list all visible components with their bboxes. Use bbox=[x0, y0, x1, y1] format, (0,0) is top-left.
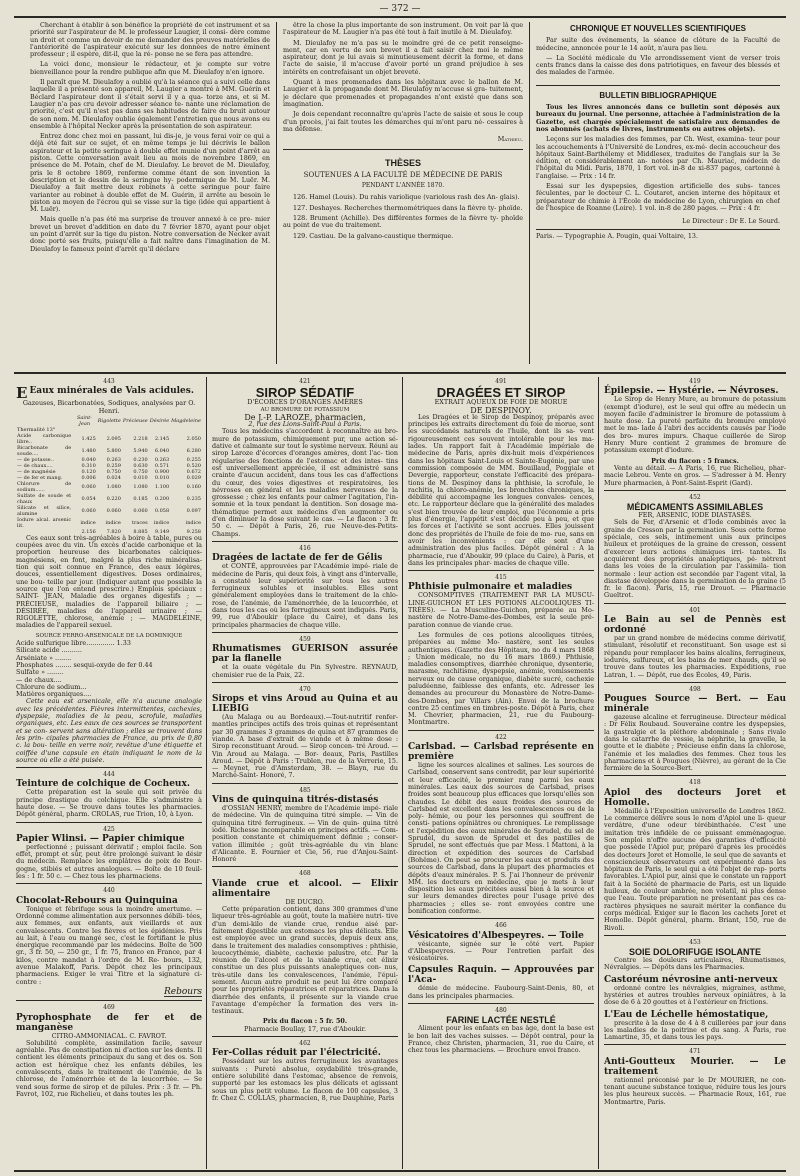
ad-text: Vente au détail. — A Paris, 16, rue Richelieu, phar- macie Lebrou. Vente en gros. — S'adresser à M. Henry Mure pharmacien, à Pont-Saint-Esprit (Gard). bbox=[604, 463, 786, 487]
article-column-1 bbox=[30, 22, 270, 364]
table-cell: Chlorure de sodium...... bbox=[17, 480, 72, 493]
article-column-2 bbox=[283, 22, 523, 364]
ad-epilepsie bbox=[604, 386, 786, 487]
table-cell: 0.200 bbox=[154, 495, 170, 502]
ad-text: Le Sirop de Henry Mure, au bromure de potassium (exempt d'iodure), est le seul qui offre au médecin un moyen facile d'administrer le bromure de potassium à haute dose. La pureté parfaite du bromure employé met le ma- lade à l'abri des accidents causés par l'iode des bro- mures impurs. Chaque cuillerée de Sirop Henry Mure contient 2 grammes de bromure de potassium exempt d'iodure. bbox=[604, 395, 786, 455]
ad-viande-crue bbox=[212, 879, 398, 1033]
ad-address: 2, rue des Lions-Saint-Paul à Paris. bbox=[248, 420, 362, 429]
ad-number: 485 bbox=[299, 786, 311, 794]
ad-subtitle: FER, ARSENIC, IODE DIASTASÉS. bbox=[638, 511, 752, 520]
ad-title: Castoréum névrosine anti-nerveux bbox=[604, 974, 778, 985]
ad-subtitle: D'ÉCORCES D'ORANGES AMÈRES bbox=[247, 398, 363, 407]
ad-rule bbox=[604, 682, 786, 683]
table-cell: 0.750 bbox=[133, 468, 148, 475]
bibliography-notice: Tous les livres annoncés dans ce bulletin sont déposés aux bureaux du journal. Une personne, attachée à l'administration de la Gazette, est chargée spécialement de satisfaire aux demandes de nos abonnés (achats de livres, instruments ou autres objets). bbox=[536, 103, 780, 133]
ad-number: 468 bbox=[299, 870, 311, 878]
ad-author: De J.-P. LAROZE, pharmacien, bbox=[244, 412, 366, 422]
ad-chocolat bbox=[16, 896, 202, 998]
ads-column-2 bbox=[212, 377, 398, 1169]
table-cell: 0.255 bbox=[186, 456, 201, 463]
ad-title: Phthisie pulmonaire et maladies bbox=[408, 582, 573, 593]
ad-pyrophosphate bbox=[16, 1013, 202, 1099]
article-paragraph: M. Dieulafoy ne m'a pas su le moindre gré de ce petit renseigne- ment, car en vertu de son brevet il a fait saisir chez moi le même aspirateur, dont je lui avais si minutieusement décrit la forme, et dans l'acte de saisie, il m'accuse d'avoir porté un grand préjudice à ses intérêts en contrefaisant un objet breveté. bbox=[283, 38, 523, 76]
ad-number: 444 bbox=[103, 771, 115, 779]
ad-title: Vins de quinquina titrés-distasés bbox=[212, 795, 379, 806]
table-header-cell: Rigolette bbox=[97, 417, 121, 424]
table-cell: 0.160 bbox=[186, 483, 201, 490]
ad-number: 466 bbox=[495, 922, 507, 930]
ad-anti-goutteux bbox=[604, 1057, 786, 1106]
ad-title: Chocolat-Rebours au Quinquina bbox=[16, 895, 178, 906]
table-row bbox=[16, 493, 202, 505]
ad-title: SOIE DOLORIFUGE ISOLANTE bbox=[628, 947, 761, 958]
printer-line: Paris. — Typographie A. Pougin, quai Voltaire, 13. bbox=[536, 231, 699, 240]
table-cell: 0.010 bbox=[133, 474, 148, 481]
ad-gelis bbox=[212, 553, 398, 629]
ads-column-4 bbox=[604, 377, 786, 1169]
table-cell: Acide carbonique libre.. bbox=[17, 432, 72, 445]
ad-text: Cette préparation est la seule qui soit privée du principe drastique du colchique. Elle s'administre à haute dose. — Se trouve dans toutes les pharmacies. Dépôt général, pharm. CROLAS, rue Trion, 10, à Lyon. bbox=[16, 788, 202, 819]
ad-text: Les Dragées et le Sirop de Despinoy, préparés avec principes les extraits directement du foie de morue, sont les succédanés naturels de l'huile, dont ils sa- vent rigoureusement ces souvent intolérable pour les ma- lades. Un rapport fait à l'Académie impériale de médecine de Paris, après dix-huit mois d'expériences dans les hôpitaux Saint-Louis et Sainte-Eugénie, par une commission composée de MM. Bouillaud, Poggiale et Devergie, rapporteur, constate l'efficacité des prépara- tions de M. Despinoy dans la phthisie, la scrofule, le rachitis, la chloro-anémie, les bronchites chroniques, la débilité qui accompagne les longues convales- cences, etc. Le rapporteur déclare que la généralité des malades s'est bien trouvée de leur emploi, que l'économie a pris plus d'énergie, l'appétit s'est décidé peu à peu, et que les forces et l'activité se sont accrues. Elles jouissent donc des propriétés de l'huile de foie de mo- rue, sans en avoir les inconvénients : car elle sont d'une administration des plus faciles. Dépôt général : A la pharmacie, rue d'Aboukir, 99 (place du Caire), à Paris, et dans les principales phar- macies de chaque ville. bbox=[408, 412, 594, 567]
ad-rule bbox=[212, 541, 398, 542]
ad-text: ordonné contre les névralgies, migraines, asthme, hystéries et autres troubles nerveux opiniâtres, à la dose de 6 à 20 gouttes et à l'extérieur en frictions. bbox=[604, 983, 786, 1007]
ad-number: 443 bbox=[103, 378, 115, 385]
ad-subtitle: AU BROMURE DE POTASSIUM bbox=[260, 406, 350, 413]
dominique-row: Sulfate » ........ bbox=[16, 668, 64, 677]
editor-line: Le Directeur : Dr E. Le Sourd. bbox=[682, 217, 780, 226]
thesis-item: 129. Castiau. De la galvano-caustique thermique. bbox=[293, 231, 454, 240]
table-cell: — de potasse.. bbox=[17, 456, 54, 463]
table-cell: — de magnésie bbox=[17, 468, 56, 475]
table-cell: 1.100 bbox=[154, 483, 170, 490]
table-cell: indice bbox=[80, 519, 96, 526]
table-cell: — de chaux.... bbox=[17, 462, 53, 469]
table-cell: 9.258 bbox=[186, 528, 201, 535]
table-cell: 5.800 bbox=[106, 447, 121, 454]
ad-albespeyres bbox=[408, 931, 594, 1000]
ad-text: Cette eau est arsenicale, elle n'a aucune analogie avec les précédentes. Fièvres intermittentes, cachexies, dyspepsie, maladies de la peau, scrofule, maladies organiques, etc. Les eaux de ces sources se transportent et se con- servent sans altération ; elles se trouvent dans les prin- cipales pharmacies de France, au prix de 0,80 c. la bou- teille en verre noir, revêtue d'une étiquette et coiffée d'une capsule en étain indiquant le nom de la source où elle a été puisée. bbox=[16, 697, 202, 764]
table-row bbox=[16, 505, 202, 517]
ad-text: démie de médecine. Faubourg-Saint-Denis, 80, et dans les principales pharmacies. bbox=[408, 984, 594, 1000]
ad-title: Papier Wlinsi. — Papier chimique bbox=[16, 833, 185, 844]
table-cell: 0.220 bbox=[106, 495, 121, 502]
table-cell: 0.024 bbox=[106, 474, 121, 481]
table-row bbox=[16, 445, 202, 457]
section-rule bbox=[283, 149, 523, 150]
ad-text: prescrite à la dose de 4 à 8 cuillerées par jour dans les maladies de la poitrine et du sang. A Paris, rue Lamartine, 35, et dans tous les pays. bbox=[604, 1018, 786, 1042]
bibliography-title: BULLETIN BIBLIOGRAPHIQUE bbox=[599, 90, 717, 100]
column-divider bbox=[529, 22, 530, 364]
ad-text: rationnel préconisé par le Dr MOURIER, ne con- tenant aucune substance toxique, réduire tous les jours les plus heureux succès. — Pharmacie Roux, 161, rue Montmartre, Paris. bbox=[604, 1075, 786, 1106]
ad-phthisie bbox=[408, 582, 594, 726]
table-cell: 0.571 bbox=[154, 462, 170, 469]
ad-rule bbox=[408, 1003, 594, 1004]
ad-subtitle: DE DUCRO. bbox=[285, 897, 325, 906]
ad-title: Teinture de colchique de Cocheux. bbox=[16, 779, 190, 790]
ad-rule bbox=[212, 632, 398, 633]
ad-vins-quinquina bbox=[212, 795, 398, 863]
table-cell: 0.259 bbox=[106, 462, 121, 469]
ad-title: Pougues Source — Bert. — Eau minérale bbox=[604, 694, 786, 715]
table-header-cell bbox=[16, 415, 72, 427]
column-divider bbox=[206, 377, 207, 1169]
table-cell: 0.006 bbox=[81, 474, 96, 481]
ads-column-1 bbox=[16, 377, 202, 1169]
ad-rule bbox=[212, 1036, 398, 1037]
bottom-rule bbox=[14, 1170, 786, 1172]
dominique-row: Chlorure de sodium... bbox=[16, 682, 87, 691]
dominique-row: Silicate acide .......... bbox=[16, 646, 82, 655]
table-cell: 0.263 bbox=[106, 456, 121, 463]
bibliography-entry: Leçons sur les maladies des femmes, par Ch. West, examina- teur pour les accouchements à l'Université de Londres, ex-mé- decin accoucheur des hôpitaux Saint-Barthélemy et Middlesex, traduites de l'anglais sur la 3e édition, et considérablement an- notées par Ch. Mauriac, médecin de l'hôpital du Midi. Paris, 1870, 1 fort vol. in-8 de xi-837 pages, cartonné à l'anglaise. — Prix : 14 fr. bbox=[536, 135, 780, 180]
ad-pougues bbox=[604, 694, 786, 772]
ad-pennes bbox=[604, 615, 786, 679]
rebours-signature: Rebours bbox=[164, 986, 202, 997]
table-cell: 1.425 bbox=[81, 435, 96, 442]
column-divider bbox=[276, 22, 277, 364]
ad-title: FARINE LACTÉE NESTLÉ bbox=[446, 1015, 556, 1026]
ad-number: 419 bbox=[689, 378, 701, 385]
ad-text: et la ouate végétale du Pin Sylvestre. REYNAUD, chemisier rue de la Paix, 22. bbox=[212, 663, 398, 679]
article-paragraph: Mais quelle n'a pas été ma surprise de trouver annexé à ce pre- mier brevet un brevet d'addition en date du 7 février 1870, ayant pour objet un point d'arrêt sur la tige du piston. Notre conversation de Necker avait donc porté ses fruits, puisqu'elle a fait naître dans l'imagination de M. Dieulafoy le fameux point d'arrêt qu'il déclare bbox=[30, 215, 270, 253]
ad-title: Dragées de lactate de fer de Gélis bbox=[212, 553, 383, 564]
ad-rule bbox=[408, 570, 594, 571]
ad-cocheux bbox=[16, 779, 202, 818]
table-cell: 8.885 bbox=[133, 528, 148, 535]
table-cell: 0.060 bbox=[81, 507, 96, 514]
table-cell: Sulfate de soude et chaux bbox=[17, 492, 72, 505]
article-paragraph: La voici donc, monsieur le rédacteur, et je compte sur votre bienveillance pour la rendre publique afin que M. Dieulafoy n'en ignore. bbox=[30, 60, 270, 76]
table-cell: 0.630 bbox=[133, 462, 148, 469]
ad-text: Ces eaux sont très-agréables à boire à table, pures ou coupées avec du vin. Un excès d'acide carbonique et la proportion heureuse des bicarbonates calciques-magnésiens, en font, malgré la plus riche minéralisa- tion qui soit connue en France, des eaux légères, douces, essentiellement digestives. Doses ordinaires, une bou- teille par jour. (Indiquer autant que possible la source que l'on entend prescrire.) Emplois spéciaux : SAINT- JEAN, Maladie des organes digestifs ; — PRÉCIEUSE, maladies de l'appareil biliaire ; — DÉSIRÉE, maladies de l'appareil urinaire ; — RIGOLETTE, chlorose, anémie ; — MAGDELEINE, maladies de l'appareil sexuel. bbox=[16, 533, 202, 630]
ad-number: 415 bbox=[495, 574, 507, 582]
ad-number: 418 bbox=[689, 779, 701, 787]
ad-rule bbox=[16, 767, 202, 768]
advertisement-rule bbox=[14, 372, 786, 374]
top-rule bbox=[14, 16, 786, 18]
table-header-cell: Saint-Jean bbox=[77, 414, 92, 427]
ad-text: ligne les sources alcalines et salines. Les sources de Carlsbad, conservent sans contredit, par leur supériorité et leur efficacité, le premier rang parmi les eaux minérales. Les eaux des sources de Carlsbad, prises froides sont beaucoup plus efficaces que lorsqu'elles son chaudes. Le débit des eaux froides des sources de Carlsbad est excellent dans les convalescences ou de la poly- hémie, ou pour les personnes qui souffrent de consti- pations opiniâtres ou chroniques. Le remplissage et l'expédition des eaux minérales de Sprudel, du sel de Sprudel, du savon de Sprudel et des pastilles de Sprudel, ne sont effectués que par Mess. l Mattoni, à la direction et expédition des sources de Carlsbad (Bohême). On peut se procurer les eaux et produits des sources de Carlsbad, dans la plupart des pharmacies et dépôts d'eaux minérales. P. S. J'ai l'honneur de prévenir MM. les docteurs en médecine, que je mets à leur disposition les eaux précitées aussi bien à la source et sur leurs demandes directes pour l'usage privé des pharmacies ; elles se- ront envoyées contre une bonification conforme. bbox=[408, 761, 594, 915]
ad-subtitle: Gazeuses, Bicarbonatées, Sodiques, analysées par O. Henri. bbox=[22, 399, 196, 415]
theses-year: PENDANT L'ANNÉE 1870. bbox=[361, 182, 445, 190]
ad-title: DRAGÉES ET SIROP bbox=[436, 385, 566, 401]
table-cell: 0.750 bbox=[106, 468, 121, 475]
table-cell: 0.060 bbox=[81, 483, 96, 490]
table-cell: 1.480 bbox=[81, 447, 96, 454]
ad-number: 440 bbox=[103, 887, 115, 895]
ad-text: Tous les médecins s'accordent à reconnaître au bro- mure de potassium, chimiquement pur, une action sé- dative et calmante sur tout le système nerveux. Réuni au sirop Laroze d'écorces d'oranges amères, dont l'ac- tion régularise des fonctions de l'estomac et des intes- tins est universellement appréciée, il est administré sans crainte d'aucun accident, dans tous les cas d'affections du cœur, des voies digestives et respiratoires, les névroses en général et les maladies nerveuses de la grossesse ; chez les enfants pour calmer l'agitation, l'in- somnie et la toux pendant la dentition. Son dosage ma- thématique permet aux médecins d'en augmenter ou d'en diminuer la dose suivant le cas. — Le flacon : 3 fr. 50 c. — Dépôt à Paris, 26, rue Neuve-des-Petits- Champs. bbox=[212, 427, 398, 538]
table-cell: indice bbox=[153, 519, 170, 526]
table-header-cell: Précieuse bbox=[122, 417, 148, 424]
ad-number: 469 bbox=[103, 1004, 115, 1012]
table-cell: 0.235 bbox=[186, 495, 201, 502]
ad-rule bbox=[408, 730, 594, 731]
ad-text: Contre les douleurs articulaires, Rhumatismes, Névralgies. — Dépôts dans les Pharmacies. bbox=[604, 956, 786, 972]
table-cell: 0.010 bbox=[154, 474, 170, 481]
table-header-cell: Magdeleine bbox=[171, 417, 201, 424]
column-divider bbox=[598, 377, 599, 1169]
theses-title: THÈSES bbox=[384, 158, 421, 169]
ad-number: 470 bbox=[299, 685, 311, 693]
ad-soie-dolorifuge bbox=[604, 947, 786, 1041]
ad-subtitle: CONSOMPTIVES (TRAITEMENT PAR LA MUSCU- LINE-GUICHON ET LES POTIONS ALCOOLIQUES TI- TRÉES). — La Musculine-Guichon, préparée au Mo- nastère de Notre-Dame-des-Dombes, est la seule pré- paration connue de viande crue. bbox=[408, 591, 594, 629]
ad-vals: E Eaux minérales de Vals acidules. Gazeuses, Bicarbonatées, Sodiques, analysées par O. Henri. Saint-Jean Rigolette Précieuse Désirée Magdeleine Thermalité 13° Acide carbonique libre.. 1.425 2.095 2.218 2.145 2.050 Bicarbonate de soude.... 1.480 5.800 5.940 6.040 6.280 — de potasse.. 0.040 0.263 0.230 0.263 0.255 — de chaux.... 0.310 0.259 0.630 0.571 0.520 — de magnésie 0.120 0.750 0.750 0.900 0.672 — de fer et mang. 0.006 0.024 0.010 0.010 0.029 Chlorure de sodium...... 0.060 1.080 1.080 1.100 0.160 Sulfate de soude et chaux 0.054 0.220 0.185 0.200 0.235 Silicate et silice, alumine 0.060 0.060 0.060 0.058 0.097 Iodure alcal. arsenic lit. indice indice traces indice indice 2.156 7.820 8.885 9.149 9.258 Ces eaux sont très-agréables à boire à table, pures ou coupées avec du vin. Un excès d'acide carbonique et la proportion heureuse des bicarbonates calciques-magnésiens, en font, malgré la plus riche minéralisa- tion qui soit connue en France, des eaux légères, douces, essentiellement digestives. Doses ordinaires, une bou- teille par jour. (Indiquer autant que possible la source que l'on entend prescrire.) Emplois spéciaux : SAINT- JEAN, Maladie des organes digestifs ; — PRÉCIEUSE, maladies de l'appareil biliaire ; — DÉSIRÉE, maladies de l'appareil urinaire ; — RIGOLETTE, chlorose, anémie ; — MAGDELEINE, maladies de l'appareil sexuel. SOURCE FERRO-ARSENICALE DE LA DOMINIQUE Acide sulfurique libre.............. 1.33 Silicate acide .......... Arséniate » ........ Phosphates ........ sesqui-oxyde de fer 0.44 Sulfate » ........ — de chaux.... Chlorure de sodium... Matières organiques.... Cette eau est arsenicale, elle n'a aucune analogie avec les précédentes. Fièvres intermittentes, cachexies, dyspepsie, maladies de la peau, scrofule, maladies organiques, etc. Les eaux de ces sources se transportent et se con- servent sans altération ; elles se trouvent dans les prin- cipales pharmacies de France, au prix de 0,80 c. la bou- teille en verre noir, revêtue d'une étiquette et coiffée d'une capsule en étain indiquant le nom de la source où elle a été puisée. bbox=[16, 384, 202, 764]
chronique-paragraph: — La Société médicale du VIe arrondissement vient de verser trois cents francs dans la caisse des dons patriotiques, en faveur des blessés et des malades de l'armée. bbox=[536, 53, 780, 77]
ad-title: Viande crue et alcool. — Elixir alimentaire bbox=[212, 878, 398, 899]
ad-number: 498 bbox=[689, 685, 701, 693]
ad-text: Solubilité complète, assimilation facile, saveur agréable. Pas de constipation ni d'action sur les dents. Il contient les éléments principaux du sang et des os. Son action est héroïque chez les enfants débiles, les convalescents, dans le traitement de l'anémie, de la chlorose, de l'aménorrhée et de la leucorrhée. — Se vend sous forme de sirop et de pilules. Prix : 3 fr. — Ph. Favrot, 102, rue Richelieu, et dans toutes les ph. bbox=[16, 1038, 202, 1098]
table-cell: 5.940 bbox=[133, 447, 148, 454]
ad-number: 425 bbox=[103, 825, 115, 833]
theses-subtitle: SOUTENUES A LA FACULTÉ DE MÉDECINE DE PARIS bbox=[303, 170, 503, 179]
ad-apiol bbox=[604, 788, 786, 932]
dominique-row: Phosphates ........ sesqui-oxyde de fer 0.44 bbox=[16, 660, 153, 669]
ad-rule bbox=[16, 1000, 202, 1001]
table-cell: 6.280 bbox=[186, 447, 201, 454]
ad-rule bbox=[604, 490, 786, 491]
table-cell: Bicarbonate de soude.... bbox=[17, 444, 72, 457]
ad-title: Eaux minérales de Vals acidules. bbox=[29, 386, 194, 397]
ad-text: Sels de Fer, d'Arsenic et d'Iode combinés avec la graine de Cresson par la germination. Sous cette forme spéciale, ces sels, intimement unis aux principes huileux et protéiques de la graine de cresson, cessent d'exercer leurs actions chimiques irri- tantes. Ils acquièrent des propriétés analeptiques, pé- nètrent dans les voies de la circulation par l'assimila- tion normale : leur action est secondée par l'agent vital, la diastase développée dans la germination de la graine (5 fr. le flacon). Paris, 15, rue Drouot. — Pharmacie Gueltrot. bbox=[604, 518, 786, 600]
dominique-row: Arséniate » ........ bbox=[16, 653, 72, 662]
dominique-row: Matières organiques.... bbox=[16, 690, 92, 699]
table-cell: 2.050 bbox=[186, 435, 201, 442]
article-paragraph: Entrez donc chez moi en passant, lui dis-je, je vous ferai voir ce qui a déjà été fait sur ce sujet, et en même temps je lui décrivis le ballon aspirateur et la petite seringue à double effet munie d'un point d'arrêt au piston. Cette conversation avait lieu au mois de novembre 1869, en présence de M. Potain, chef de M. Dieulafoy. Le brevet de M. Dieulafoy, pris le 8 octobre 1869, renferme comme étant de son invention la description et le dessin de la seringue hy- podermique de M. Luër. M. Dieulafoy a fait mettre deux robinets à cette seringue pour faire varianter au robinet à double effet de M. Guérin, il arrête au besoin le piston au moyen de l'écrou qui se visse sur la tige (idée qui appartient à M. Luër). bbox=[30, 132, 270, 214]
table-row bbox=[16, 517, 202, 529]
table-row bbox=[16, 433, 202, 445]
ad-number: 422 bbox=[495, 733, 507, 741]
table-cell: 9.149 bbox=[154, 528, 170, 535]
analysis-table bbox=[16, 415, 202, 535]
ad-number: 416 bbox=[299, 544, 311, 552]
ad-number: 462 bbox=[299, 1040, 311, 1048]
table-cell: 2.218 bbox=[133, 435, 148, 442]
ad-title: Apiol des docteurs Joret et Homolle. bbox=[604, 787, 786, 808]
ad-title: Épilepsie. — Hystérie. — Névroses. bbox=[604, 386, 779, 397]
ad-title: Capsules Raquin. — Approuvées par l'Aca- bbox=[408, 965, 594, 986]
ad-nestle bbox=[408, 1015, 594, 1054]
table-cell: indice bbox=[105, 519, 121, 526]
ad-title: Le Bain au sel de Pennès est ordonné bbox=[604, 615, 786, 636]
ad-subtitle: DE DESPINOY. bbox=[470, 405, 532, 415]
table-cell: 0.120 bbox=[81, 468, 96, 475]
table-cell: 0.520 bbox=[186, 462, 201, 469]
ad-text: (Au Malaga ou au Bordeaux).—Tout-nutritif renfer- mantles principes actifs des trois quinas et représentant par 30 grammes 3 grammes de quina et 87 grammes de viande. A base d'extrait de viande et à même dose : Sirop reconstituant Aroud. — Sirop concen- tré Aroud. — Vin Aroud au Malaga. — Bor- deaux, Paris, Pastilles Aroud. — Dépôt à Paris : Trublen, rue de la Verrerie, 15. — Meynet, rue d'Amsterdam, 38. — Blayn, rue du Marché-Saint- Honoré, 7. bbox=[212, 713, 398, 780]
ad-text: d'OSSIAN HENRY, membre de l'Académie impé- riale de médecine. Vin de quinquina titré simple. — Vin de quinquina titré ferrugineux. — Vin de quin- quina titré iodé. Richesse incomparable en principes actifs. — Com- position constante et chimiquement définie ; conser- vation illimitée ; goût très-agréable du vin blanc d'Alicante. E. Fournier et Cie, 56, rue d'Anjou-Saint-Honoré bbox=[212, 804, 398, 864]
ad-title: L'Eau de Léchelle hémostatique, bbox=[604, 1009, 769, 1020]
ad-subtitle: EXTRAIT AQUEUX DE FOIE DE MORUE bbox=[434, 398, 568, 407]
table-cell: 1.080 bbox=[133, 483, 148, 490]
ad-title: SIROP SÉDATIF bbox=[255, 385, 355, 401]
ad-sirops-aroud bbox=[212, 694, 398, 780]
ad-price: Prix du flacon : 5 francs. bbox=[651, 456, 739, 465]
ad-text: et CONTÉ, approuvées par l'Académie impé- riale de médecine de Paris, qui deux fois, à vingt ans d'intervalle, a constaté leur supériorité sur tous les autres ferrugineux solubles et insolubles. Elles sont généralement employées dans le traitement de la chlo- rose, de l'anémie, de l'aménorrhée, de la leucorrhée, et dans tous les cas où les ferrugineux sont indiqués. Paris, 99, rue d'Aboukir (place du Caire), et dans les principales pharmacies de chaque ville. bbox=[212, 562, 398, 629]
table-cell: 0.900 bbox=[154, 468, 170, 475]
table-cell: 0.040 bbox=[81, 456, 96, 463]
ad-address: Pharmacie Boullay, 17, rue d'Aboukir. bbox=[244, 1024, 366, 1033]
chronique-title: CHRONIQUE ET NOUVELLES SCIENTIFIQUES bbox=[569, 24, 746, 33]
ad-number: 421 bbox=[299, 378, 311, 385]
article-paragraph: Quant à mes promenades dans les hôpitaux avec le ballon de M. Laugier et à la propagande dont M. Dieulafoy m'accuse si gra- tuitement, je déclare que promenades et propagandes n'ont existé que dans son imagination. bbox=[283, 78, 523, 108]
ad-number: 459 bbox=[299, 635, 311, 643]
section-rule bbox=[536, 85, 780, 86]
chronique-paragraph: Par suite des événements, la séance de clôture de la Faculté de médecine, annoncée pour le 14 août, n'aura pas lieu. bbox=[536, 36, 780, 52]
ad-rule bbox=[604, 775, 786, 776]
ad-text: Aliment pour les enfants en bas âge, dont la base est le bon lait des vaches suisses. — Dépôt central, pour la France, chez Christen, pharmacien, 31, rue du Caire, et chez tous les pharmaciens. — Brochure envoi franco. bbox=[408, 1024, 594, 1055]
ad-rule bbox=[604, 1044, 786, 1045]
article-paragraph: être la chose la plus importante de son instrument. On voit par là que l'aspirateur de M. Laugier n'a pas été tout à fait inutile à M. Dieulafoy. bbox=[283, 22, 523, 37]
ad-price: Prix du flacon : 5 fr. 50. bbox=[262, 1017, 348, 1026]
table-cell: 1.080 bbox=[106, 483, 121, 490]
ad-rule bbox=[16, 883, 202, 884]
table-row bbox=[16, 481, 202, 493]
table-cell: Thermalité 13° bbox=[17, 426, 56, 433]
table-cell: 0.060 bbox=[133, 507, 148, 514]
ad-title: MÉDICAMENTS ASSIMILABLES bbox=[626, 502, 764, 513]
ad-rule bbox=[212, 866, 398, 867]
table-cell: 0.230 bbox=[133, 456, 148, 463]
ad-despinoy bbox=[408, 386, 594, 567]
ad-number: 480 bbox=[495, 1007, 507, 1015]
ad-rule bbox=[212, 783, 398, 784]
column-divider bbox=[402, 377, 403, 1169]
ad-rule bbox=[16, 822, 202, 823]
table-cell: Silicate et silice, alumine bbox=[17, 504, 72, 517]
ad-wlinsi bbox=[16, 834, 202, 880]
article-paragraph: Je dois cependant reconnaître qu'après l'acte de saisie et sous le coup d'un procès, j'ai fait toutes les démarches qui m'ont paru né- cessaires à ma défense. bbox=[283, 110, 523, 133]
ad-rule bbox=[604, 603, 786, 604]
ad-number: 491 bbox=[495, 378, 507, 385]
chronique-column bbox=[536, 22, 780, 364]
article-signature: Mathieu. bbox=[497, 135, 523, 144]
ad-title: Pyrophosphate de fer et de manganèse bbox=[16, 1012, 202, 1033]
table-cell: 0.029 bbox=[186, 474, 201, 481]
ad-text: Les formules de ces potions alcooliques titrées, préparées au même Mo- nastère, sont les seules authentiques. (Gazette des Hôpitaux, no du 4 mars 1868 ; Union médicale, no du 16 mars 1869.) Phthisie, maladies consomptives, diarrhée chronique, dysenterie, marasme, rachitisme, dyspepsie, anémie, vomissements nerveux ou de cause organique, diabète sucré, cachexie paludéenne, faiblesse des enfants, etc. Adresser les demandes au procureur du Monastère de Notre-Dame-des-Dombes, par Villars (Ain). Envoi de la brochure contre 25 centimes en timbres-poste. Dépôt à Paris, chez M. Chevrier, pharmacien, 21, rue du Faubourg-Montmartre. bbox=[408, 630, 594, 727]
ad-text: perfectionné ; puissant dérivatif ; emploi facile. Son effet, prompt et sûr, peut être prolongé suivant le désir du médecin. Remplace les emplâtres de poix de Bour- gogne, stibiés et autres analogues. — Boîte de 10 feuil- les : 1 fr. 50 c. — Chez tous les pharmaciens. bbox=[16, 842, 202, 881]
page-number: — 372 — bbox=[379, 4, 421, 14]
table-cell: Iodure alcal. arsenic lit. bbox=[17, 516, 72, 529]
table-cell: — de fer et mang. bbox=[17, 474, 63, 481]
ad-title: Sirops et vins Aroud au Quina et au LIEBIG bbox=[212, 694, 398, 715]
table-cell: 2.145 bbox=[154, 435, 170, 442]
article-paragraph: Cherchant à établir à son bénéfice la propriété de cet instrument et sa priorité sur l'aspirateur de M. le professeur Laugier, il consi- dère comme un droit et comme un devoir de me demander des preuves matérielles de l'antériorité de l'aspirateur exécuté sur les données de notre éminent professeur ; il espère, dit-il, que la ré- ponse ne se fera pas attendre. bbox=[30, 22, 270, 59]
ad-text: gazeuse alcaline et ferrugineuse. Directeur médical : Dr Félix Roubaud. Souveraine contre les dyspepsies, la gastralgie et la pléthore abdominale ; Sans rivale dans le catarrhe de vessie, la néphrite, la gravelle, la goutte et le diabète ; Précieuse enfin dans la chlorose, l'anémie et les maladies des femmes. Chez tous les pharmaciens et à Pougues (Nièvre), au gérant de la Cie fermière de la Source-Bert. bbox=[604, 713, 786, 773]
section-rule bbox=[536, 229, 780, 230]
ad-title: Rhumatismes GUERISON assurée par la flanelle bbox=[212, 644, 398, 665]
table-cell: 2.156 bbox=[81, 528, 96, 535]
dominique-row: Acide sulfurique libre.............. 1.33 bbox=[16, 639, 131, 648]
table-cell: 7.820 bbox=[106, 528, 121, 535]
ad-title: Anti-Goutteux Mourier. — Le traitement bbox=[604, 1056, 786, 1077]
ads-column-3 bbox=[408, 377, 594, 1169]
ad-rhumatismes bbox=[212, 644, 398, 679]
table-header-cell: Désirée bbox=[149, 417, 170, 424]
table-cell: 0.060 bbox=[106, 507, 121, 514]
ad-number: 401 bbox=[689, 606, 701, 614]
ad-sirop-sedatif bbox=[212, 386, 398, 538]
ad-rule bbox=[604, 935, 786, 936]
ad-text: Médaillé à l'Exposition universelle de Londres 1862. Le commerce délivre sous le nom d'Apiol une li- queur verdâtre, d'une odeur térébinthacée. C'est une imitation très infidèle de ce puissant emménagogue. Son emploi n'offre aucune des garanties d'efficacité que possède l'Apiol pur, préparé d'après les procédés des docteurs Joret et Homolle, le seul que de savants et consciencieux observateurs ont expérimenté dans les hôpitaux de Paris, le seul qui a été l'objet de rap- ports favorables. L'Apiol pur, ainsi que le constate un rapport fait à la Société de pharmacie de Paris, est un liquide huileux, de couleur ambrée, non volatil, ni plus dense que l'eau. Toute préparation ne présentant pas ces ca- ractères physiques ne saurait mériter la confiance du corps médical. Exiger sur le flacon les cachets Joret et Homolle. Dépôt général, pharm. Briant, 150, rue de Rivoli. bbox=[604, 806, 786, 932]
ad-title: Carlsbad. — Carlsbad représente en première bbox=[408, 742, 594, 763]
table-cell: 0.054 bbox=[81, 495, 96, 502]
ad-subtitle: SOURCE FERRO-ARSENICALE DE LA DOMINIQUE bbox=[35, 632, 183, 639]
ad-number: 471 bbox=[689, 1048, 701, 1056]
table-cell: 0.058 bbox=[154, 507, 170, 514]
ad-text: Tonique et fébrifuge sous la moindre amertume. — Ordonné comme alimentation aux personnes débili- tées, aux femmes, aux enfants, aux vieillards et aux convalescents. Contre les fièvres et les épidémies. Pris au lait, à l'eau ou mangé sec, c'est le fortifiant le plus énergique recommandé par les médecins. Boîte de 500 gr., 3 fr. 50, — 250 gr., 1 fr. 75, franco en France, par 4 kilos, contre mandat à l'ordre de M. Re- bours, 132, avenue Malakoff, Paris. Dépôt chez les principaux pharmaciens. Exiger le vrai Titre et la signature ci-contre : bbox=[16, 904, 202, 986]
table-cell: 0.097 bbox=[186, 507, 201, 514]
table-cell: 2.095 bbox=[106, 435, 121, 442]
ad-fer-collas bbox=[212, 1048, 398, 1102]
dominique-table bbox=[16, 640, 202, 698]
ad-rule bbox=[408, 918, 594, 919]
table-header-row bbox=[16, 415, 202, 427]
ad-carlsbad bbox=[408, 742, 594, 915]
ad-text: vésicante, signée sur le côté vert. Papier d'Albespeyres. — Pour l'entretien parfait des vésicatoires. bbox=[408, 939, 594, 963]
thesis-item: 128. Brument (Achille). Des différentes formes de la fièvre ty- phoïde au point de vue du traitement. bbox=[283, 213, 523, 230]
ad-number: 453 bbox=[689, 938, 701, 946]
table-cell: 0.185 bbox=[133, 495, 148, 502]
ad-title: Vésicatoires d'Albespeyres. — Toile bbox=[408, 930, 584, 941]
ad-text: Possédant sur les autres ferrugineux les avantages suivants : Pureté absolue, oxydabilité très-grande, entière solubilité dans l'estomac, absence de renvois, supporté par les estomacs les plus délicats et agissant sous un plus petit volume. Le flacon de 100 capsules, 3 fr. Chez C. COLLAS, pharmacien, 8, rue Dauphine, Paris bbox=[212, 1057, 398, 1102]
article-paragraph: Il paraît que M. Dieulafoy a oublié qu'à la séance qui a suivi celle dans laquelle il a présenté son appareil, M. Laugier a montré à MM. Guérin et Béclard l'aspirateur dont il s'était servi il y a qua- torze ans, et si M. Laugier n'a pas cru devoir adresser séance te- nante une réclamation de priorité, c'est qu'il n'est pas dans ses habitudes de faire du bruit autour de son nom. M. Dieulafoy oublie également l'entretien que nous avons eu ensemble à l'hôpital Necker après la présentation de son aspirateur. bbox=[30, 78, 270, 130]
ad-text: Cette préparation contient, dans 300 grammes d'une liqueur très-agréable au goût, toute la matière nutri- tive d'un demi-kilo de viande crue, rendue aisé par- faitement digestible aux estomacs les plus délicats. Elle est employée avec un grand succès, depuis deux ans, dans le traitement des maladies consomptives : phthisie, leucocythémie, diabète, cachexie palustre, etc. Par la réunion de l'alcool et de la viande crue, cet élixir constitue un des plus puissants analeptiques con- nus, très-utile dans les convalescences, l'anémie, l'épui- sement. Aucun autre produit ne peut lui être comparé pour les propriétés réparatrices et réparatrices. Dans la diarrhée des enfants, il présente sur la viande crue l'avantage d'empêcher la formation des vers in- testinaux. bbox=[212, 905, 398, 1016]
dominique-row: — de chaux.... bbox=[16, 675, 62, 684]
table-cell: traces bbox=[132, 519, 148, 526]
ad-text: par un grand nombre de médecins comme dérivatif, stimulant, résolutif et reconstituant. Son usage est si répandu pour remplacer les bains alcalins, ferrugineux, iodurés, sulfureux, et les bains de mer chauds, qu'il se trouve dans toutes les pharmacies. Expéditions, rue Latran, 1. — Dépôt, rue des Écoles, 49, Paris. bbox=[604, 634, 786, 679]
ad-subtitle: CITRO-AMMONIACAL. C. FAVROT. bbox=[51, 1031, 167, 1040]
ad-medicaments bbox=[604, 502, 786, 600]
ad-number: 452 bbox=[689, 493, 701, 501]
ad-title: Fer-Collas réduit par l'électricité. bbox=[212, 1048, 381, 1059]
thesis-item: 126. Hamel (Louis). Du rahis variolique (variolous rash des An- glais). bbox=[293, 193, 520, 202]
thesis-item: 127. Deshayes. Recherches thermométriques dans la fièvre ty- phoïde. bbox=[293, 203, 523, 212]
table-cell: 0.672 bbox=[186, 468, 201, 475]
table-cell: 0.310 bbox=[81, 462, 96, 469]
table-cell: indice bbox=[185, 519, 201, 526]
table-cell: 6.040 bbox=[154, 447, 170, 454]
table-cell: 0.263 bbox=[154, 456, 170, 463]
bibliography-entry: Essai sur les dyspepsies, digestion artificielle des subs- tances féculentes, par le docteur C. L. Coutaret, ancien interne des hôpitaux et préparateur de chimie à l'École de médecine de Lyon, chirurgien en chef de l'hospice de Roanne (Loire). 1 vol. in-8 de 280 pages. — Prix : 4 fr. bbox=[536, 182, 780, 212]
ad-rule bbox=[212, 682, 398, 683]
